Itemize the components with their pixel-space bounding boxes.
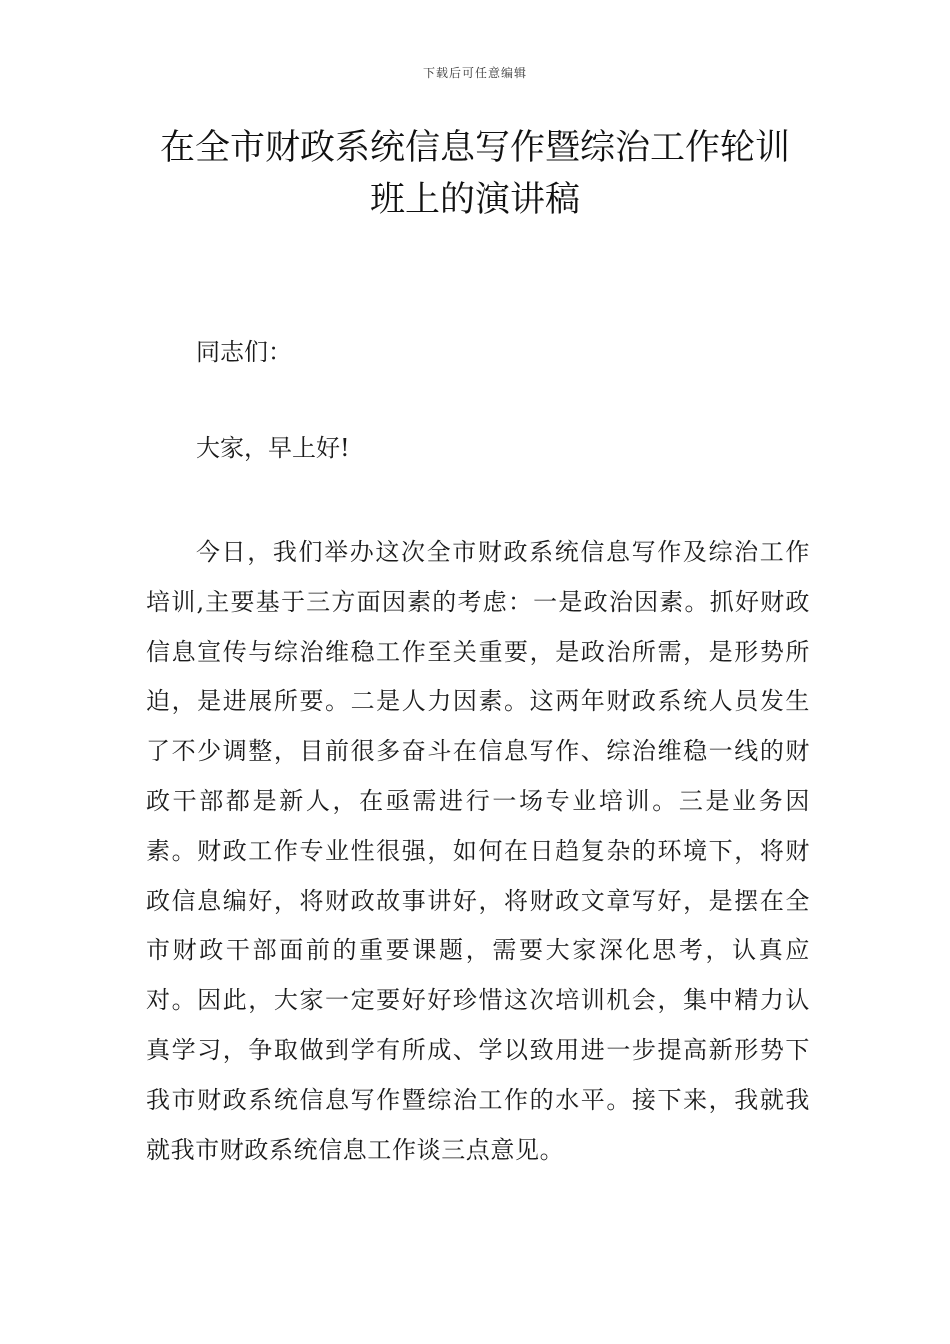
title-line-1: 在全市财政系统信息写作暨综治工作轮训 <box>159 128 790 168</box>
document-title <box>0 122 950 226</box>
title-line-2: 班上的演讲稿 <box>369 180 580 220</box>
salutation: 同志们： <box>196 338 292 366</box>
header-note: 下载后可任意编辑 <box>422 66 527 80</box>
greeting: 大家，早上好! <box>196 434 350 462</box>
body-paragraph: 今日，我们举办这次全市财政系统信息写作及综治工作培训,主要基于三方面因素的考虑：一是政治因素。抓好财政信息宣传与综治维稳工作至关重要，是政治所需，是形势所迫，是进展所要。二是人力因素。这两年财政系统人员发生了不少调整，目前很多奋斗在信息写作、综治维稳一线的财政干部都是新人，在亟需进行一场专业培训。三是业务因素。财政工作专业性很强，如何在日趋复杂的环境下，将财政信息编好，将财政故事讲好，将财政文章写好，是摆在全市财政干部面前的重要课题，需要大家深化思考，认真应对。因此，大家一定要好好珍惜这次培训机会，集中精力认真学习，争取做到学有所成、学以致用进一步提高新形势下我市财政系统信息写作暨综治工作的水平。接下来，我就我就我市财政系统信息工作谈三点意见。 <box>146 538 810 1164</box>
